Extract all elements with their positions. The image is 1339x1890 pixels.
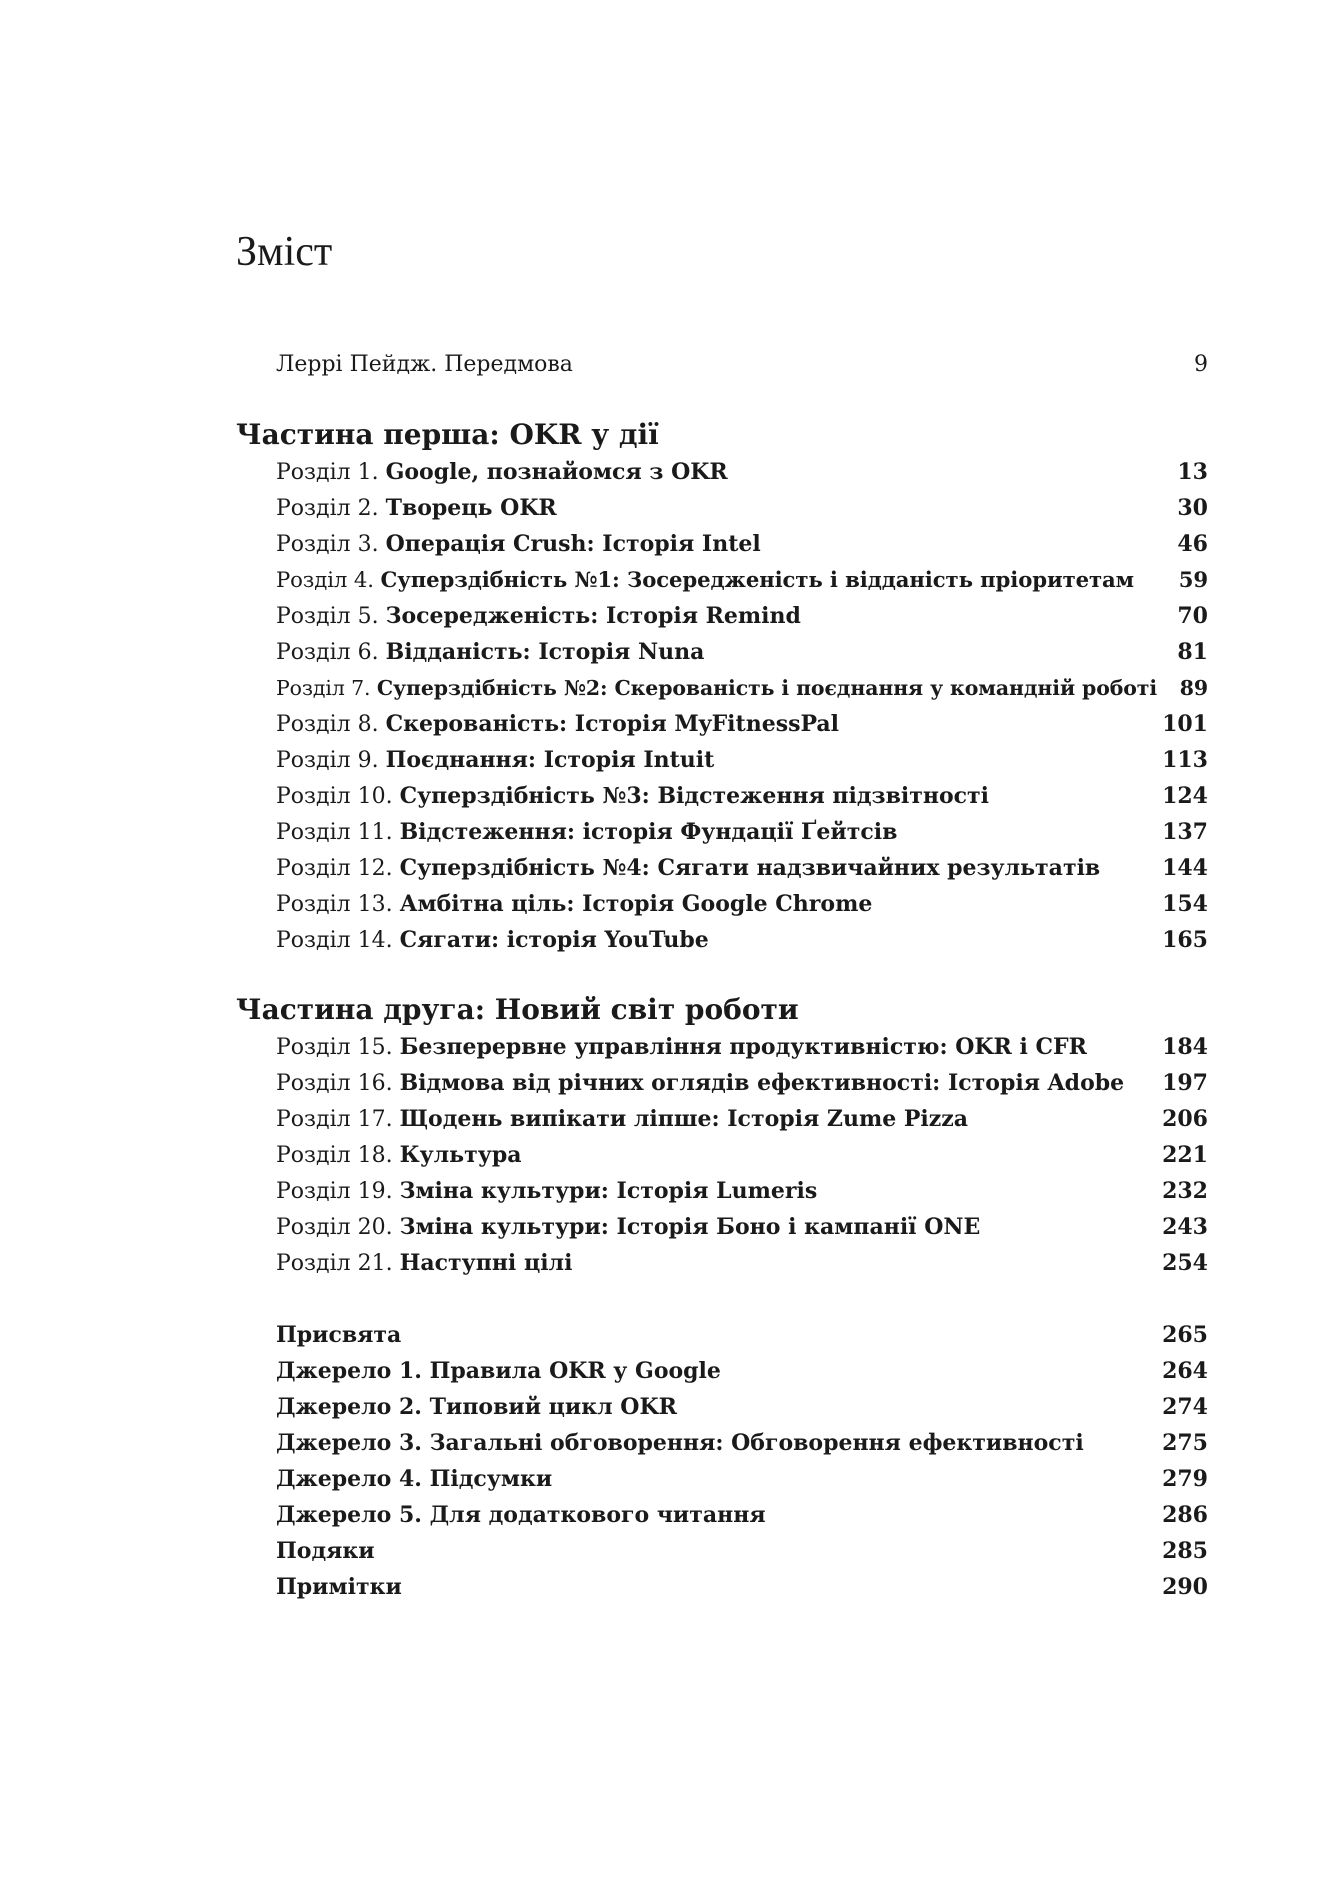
entry-name: Поєднання: Історія Intuit [385,747,715,773]
entry-name: Суперздібність №1: Зосередженість і відданість пріоритетам [380,567,1134,592]
entry-name: Щодень випікати ліпше: Історія Zume Pizza [399,1106,969,1132]
toc-entry-preface [276,348,1208,382]
entry-name: Суперздібність №4: Сягати надзвичайних результатів [399,855,1101,881]
entry-name: Зміна культури: Історія Lumeris [399,1178,818,1204]
entry-name: Операція Crush: Історія Intel [385,531,761,557]
toc-entry-chapter [276,743,1208,777]
entry-page-number: 264 [1162,1358,1208,1384]
entry-page-number: 154 [1162,891,1208,917]
entry-page-number: 101 [1162,711,1208,737]
entry-page-number: 275 [1162,1430,1208,1456]
toc-title: Зміст [236,229,333,275]
entry-prefix: Розділ 2. [276,496,386,521]
entry-page-number: 89 [1179,676,1208,700]
entry-page-number: 165 [1162,927,1208,953]
toc-entry-chapter [276,1030,1208,1064]
entry-name: Google, познайомся з OKR [385,459,728,485]
entry-page-number: 206 [1162,1106,1208,1132]
entry-prefix: Розділ 5. [276,604,386,629]
toc-entry-chapter [276,1066,1208,1100]
entry-prefix: Розділ 12. [276,856,400,881]
toc-entry-chapter [276,599,1208,633]
entry-name: Подяки [276,1538,375,1564]
entry-prefix: Розділ 1. [276,460,386,485]
entry-name: Джерело 5. Для додаткового читання [276,1502,766,1528]
entry-page-number: 13 [1177,459,1208,485]
entry-page-number: 124 [1162,783,1208,809]
entry-prefix: Розділ 14. [276,928,400,953]
toc-entry-back-matter [276,1534,1208,1568]
toc-entry-back-matter [276,1570,1208,1604]
entry-page-number: 144 [1162,855,1208,881]
toc-entry-chapter [276,1138,1208,1172]
toc-entry-chapter [276,1102,1208,1136]
entry-page-number: 184 [1162,1034,1208,1060]
entry-page-number: 30 [1177,495,1208,521]
toc-entry-back-matter [276,1318,1208,1352]
entry-name: Скерованість: Історія MyFitnessPal [385,711,840,737]
entry-page-number: 9 [1194,352,1208,377]
entry-prefix: Розділ 3. [276,532,386,557]
part-one-title: Частина перша: OKR у дії [236,418,659,451]
entry-prefix: Розділ 9. [276,748,386,773]
entry-prefix: Розділ 15. [276,1035,400,1060]
entry-name: Примітки [276,1574,402,1600]
entry-name: Присвята [276,1322,402,1348]
entry-page-number: 286 [1162,1502,1208,1528]
part-two-title: Частина друга: Новий світ роботи [236,993,799,1026]
entry-name: Наступні цілі [399,1250,573,1276]
entry-prefix: Розділ 16. [276,1071,400,1096]
toc-entry-chapter [276,815,1208,849]
toc-entry-chapter [276,491,1208,525]
entry-prefix: Розділ 13. [276,892,400,917]
entry-page-number: 46 [1177,531,1208,557]
entry-prefix: Розділ 17. [276,1107,400,1132]
toc-entry-chapter [276,779,1208,813]
entry-prefix: Розділ 7. [276,676,377,700]
toc-entry-chapter [276,527,1208,561]
entry-prefix: Розділ 20. [276,1215,400,1240]
entry-page-number: 70 [1177,603,1208,629]
entry-page-number: 59 [1178,567,1208,592]
toc-entry-chapter [276,635,1208,669]
entry-name: Леррі Пейдж. Передмова [276,352,573,377]
entry-name: Джерело 1. Правила OKR у Google [276,1358,721,1384]
entry-prefix: Розділ 11. [276,820,400,845]
toc-entry-back-matter [276,1390,1208,1424]
entry-page-number: 290 [1162,1574,1208,1600]
entry-name: Відмова від річних оглядів ефективності: Історія Adobe [399,1070,1125,1096]
entry-prefix: Розділ 10. [276,784,400,809]
toc-entry-chapter [276,707,1208,741]
entry-page-number: 279 [1162,1466,1208,1492]
entry-prefix: Розділ 19. [276,1179,400,1204]
toc-entry-chapter [276,923,1208,957]
entry-name: Джерело 3. Загальні обговорення: Обговорення ефективності [276,1430,1084,1456]
entry-name: Амбітна ціль: Історія Google Chrome [399,891,873,917]
entry-prefix: Розділ 18. [276,1143,400,1168]
toc-entry-back-matter [276,1498,1208,1532]
entry-page-number: 81 [1177,639,1208,665]
toc-entry-chapter [276,1174,1208,1208]
entry-name: Зміна культури: Історія Боно і кампанії ONE [399,1214,981,1240]
entry-page-number: 274 [1162,1394,1208,1420]
entry-name: Суперздібність №2: Скерованість і поєднання у командній роботі [376,676,1158,700]
toc-entry-chapter [276,887,1208,921]
entry-page-number: 137 [1162,819,1208,845]
entry-name: Безперервне управління продуктивністю: OKR і CFR [399,1034,1087,1060]
entry-prefix: Розділ 21. [276,1251,400,1276]
entry-name: Зосередженість: Історія Remind [385,603,801,629]
entry-prefix: Розділ 4. [276,567,381,592]
entry-name: Сягати: історія YouTube [399,927,709,953]
entry-page-number: 221 [1162,1142,1208,1168]
entry-name: Творець OKR [385,495,557,521]
entry-name: Суперздібність №3: Відстеження підзвітності [399,783,990,809]
entry-prefix: Розділ 6. [276,640,386,665]
entry-page-number: 285 [1162,1538,1208,1564]
toc-entry-back-matter [276,1354,1208,1388]
toc-entry-back-matter [276,1426,1208,1460]
entry-name: Відстеження: історія Фундації Ґейтсів [399,819,898,845]
entry-name: Відданість: Історія Nuna [385,639,705,665]
entry-name: Джерело 4. Підсумки [276,1466,553,1492]
toc-entry-chapter [276,455,1208,489]
toc-entry-chapter [276,1210,1208,1244]
toc-entry-chapter [276,671,1208,705]
toc-entry-chapter [276,851,1208,885]
entry-page-number: 197 [1162,1070,1208,1096]
entry-page-number: 243 [1162,1214,1208,1240]
entry-prefix: Розділ 8. [276,712,386,737]
entry-name: Джерело 2. Типовий цикл OKR [276,1394,677,1420]
entry-page-number: 265 [1162,1322,1208,1348]
entry-name: Культура [399,1142,522,1168]
toc-entry-back-matter [276,1462,1208,1496]
entry-page-number: 113 [1162,747,1208,773]
entry-page-number: 232 [1162,1178,1208,1204]
entry-page-number: 254 [1162,1250,1208,1276]
toc-entry-chapter [276,563,1208,597]
toc-entry-chapter [276,1246,1208,1280]
